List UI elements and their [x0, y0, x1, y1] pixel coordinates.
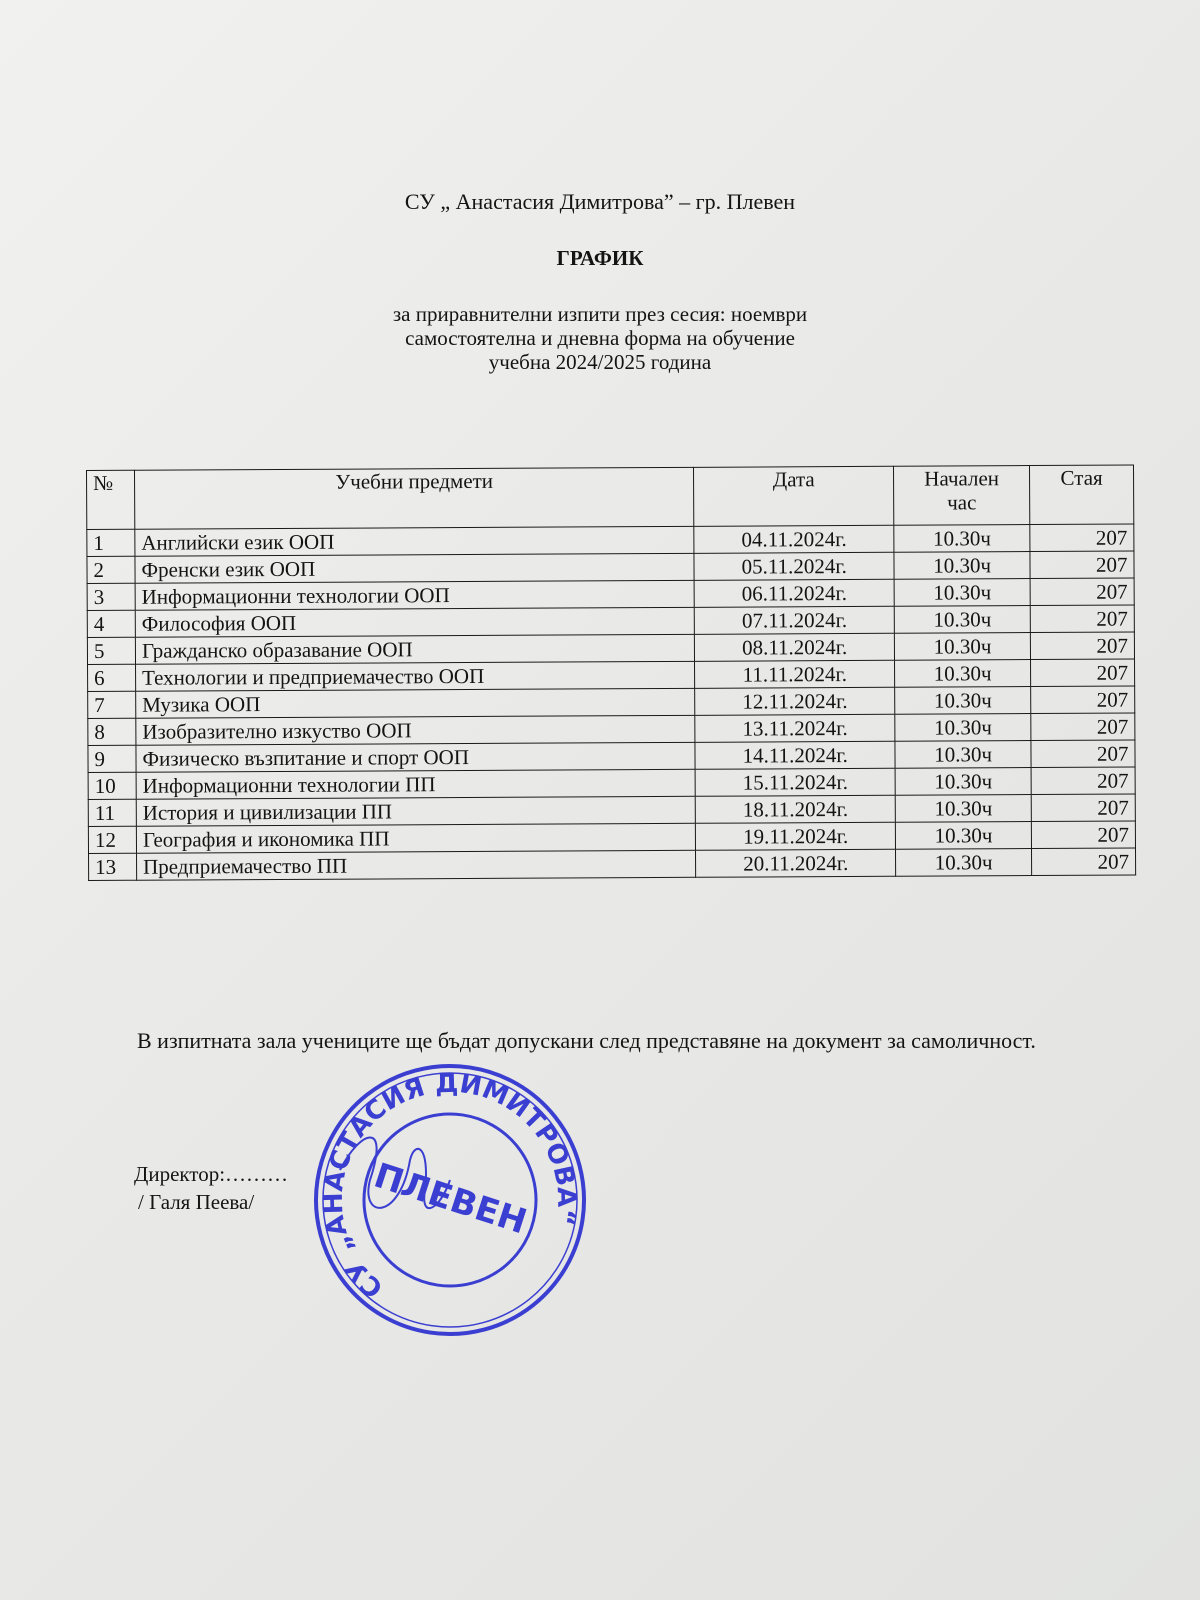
row-date: 07.11.2024г.	[695, 606, 895, 634]
row-subject: Философия ООП	[135, 607, 694, 637]
row-date: 12.11.2024г.	[695, 687, 895, 715]
row-number: 5	[87, 637, 135, 664]
row-subject: География и икономика ПП	[136, 823, 695, 853]
row-number: 11	[88, 799, 136, 826]
row-start-hour: 10.30ч	[895, 714, 1031, 742]
director-name: / Галя Пеева/	[138, 1190, 255, 1214]
row-start-hour: 10.30ч	[896, 849, 1032, 877]
row-date: 13.11.2024г.	[695, 714, 895, 742]
subtitle-line: за приравнителни изпити през сесия: ноември	[392, 302, 808, 326]
subtitle-line: учебна 2024/2025 година	[488, 350, 712, 374]
table-header-row	[87, 465, 1134, 529]
school-stamp	[300, 1050, 600, 1350]
header-subject: Учебни предмети	[134, 467, 694, 529]
subtitle-line: самостоятелна и дневна форма на обучение	[405, 326, 795, 350]
row-subject: Гражданско образавание ООП	[135, 634, 694, 664]
row-subject: Информационни технологии ООП	[135, 580, 694, 610]
row-start-hour: 10.30ч	[895, 768, 1031, 796]
row-start-hour: 10.30ч	[895, 633, 1031, 661]
row-subject: Предприемачество ПП	[136, 850, 695, 880]
stamp-ring-textpath: СУ „АНАСТАСИЯ ДИМИТРОВА“	[318, 1068, 582, 1304]
row-subject: Изобразително изкуство ООП	[136, 715, 695, 745]
row-number: 8	[88, 718, 136, 745]
row-number: 13	[89, 853, 137, 880]
row-date: 06.11.2024г.	[694, 579, 894, 607]
row-room: 207	[1030, 632, 1134, 660]
row-room: 207	[1030, 578, 1134, 606]
row-room: 207	[1031, 767, 1135, 795]
row-date: 14.11.2024г.	[695, 741, 895, 769]
exam-schedule-table	[86, 465, 1136, 881]
row-subject: Музика ООП	[136, 688, 695, 718]
row-number: 2	[87, 556, 135, 583]
row-start-hour: 10.30ч	[894, 525, 1030, 553]
row-subject: Информационни технологии ПП	[136, 769, 695, 799]
director-signature-block	[134, 1160, 288, 1216]
director-label: Директор:………	[134, 1162, 289, 1186]
row-subject: Технологии и предприемачество ООП	[135, 661, 694, 691]
row-room: 207	[1031, 713, 1135, 741]
header-date: Дата	[694, 466, 894, 526]
row-date: 11.11.2024г.	[695, 660, 895, 688]
row-room: 207	[1032, 848, 1136, 876]
row-number: 6	[88, 664, 136, 691]
row-start-hour: 10.30ч	[895, 687, 1031, 715]
row-subject: Физическо възпитание и спорт ООП	[136, 742, 695, 772]
header-num: №	[87, 470, 135, 529]
stamp-center-text: ПЛЕВЕН	[369, 1155, 532, 1243]
row-date: 08.11.2024г.	[695, 633, 895, 661]
row-start-hour: 10.30ч	[895, 660, 1031, 688]
row-room: 207	[1031, 659, 1135, 687]
row-start-hour: 10.30ч	[895, 795, 1031, 823]
row-subject: Френски език ООП	[135, 553, 694, 583]
row-date: 18.11.2024г.	[696, 795, 896, 823]
row-room: 207	[1030, 551, 1134, 579]
header-start-hour-line2: час	[947, 490, 977, 515]
row-date: 15.11.2024г.	[695, 768, 895, 796]
header-start-hour-line1: Начален	[924, 466, 1000, 491]
row-subject: История и цивилизации ПП	[136, 796, 695, 826]
row-room: 207	[1030, 524, 1134, 552]
row-room: 207	[1031, 686, 1135, 714]
row-room: 207	[1031, 821, 1135, 849]
row-start-hour: 10.30ч	[894, 552, 1030, 580]
row-date: 19.11.2024г.	[696, 822, 896, 850]
row-room: 207	[1030, 605, 1134, 633]
header-start-hour	[894, 466, 1030, 526]
row-number: 7	[88, 691, 136, 718]
row-subject: Английски език ООП	[135, 526, 694, 556]
row-number: 12	[88, 826, 136, 853]
document-subtitle	[0, 302, 1200, 374]
row-start-hour: 10.30ч	[895, 822, 1031, 850]
row-room: 207	[1031, 794, 1135, 822]
row-number: 1	[87, 529, 135, 556]
school-name: СУ „ Анастасия Димитрова” – гр. Плевен	[404, 189, 796, 214]
row-number: 4	[87, 610, 135, 637]
row-start-hour: 10.30ч	[894, 579, 1030, 607]
table-row	[89, 848, 1136, 880]
admission-note: В изпитната зала учениците ще бъдат допускани след представяне на документ за самоличност.	[137, 1028, 1036, 1053]
document-title: ГРАФИК	[556, 246, 644, 270]
header-room: Стая	[1030, 465, 1134, 525]
row-start-hour: 10.30ч	[895, 741, 1031, 769]
row-number: 3	[87, 583, 135, 610]
row-date: 04.11.2024г.	[694, 525, 894, 553]
row-date: 05.11.2024г.	[694, 552, 894, 580]
row-number: 10	[88, 772, 136, 799]
row-number: 9	[88, 745, 136, 772]
row-start-hour: 10.30ч	[894, 606, 1030, 634]
row-room: 207	[1031, 740, 1135, 768]
row-date: 20.11.2024г.	[696, 849, 896, 877]
